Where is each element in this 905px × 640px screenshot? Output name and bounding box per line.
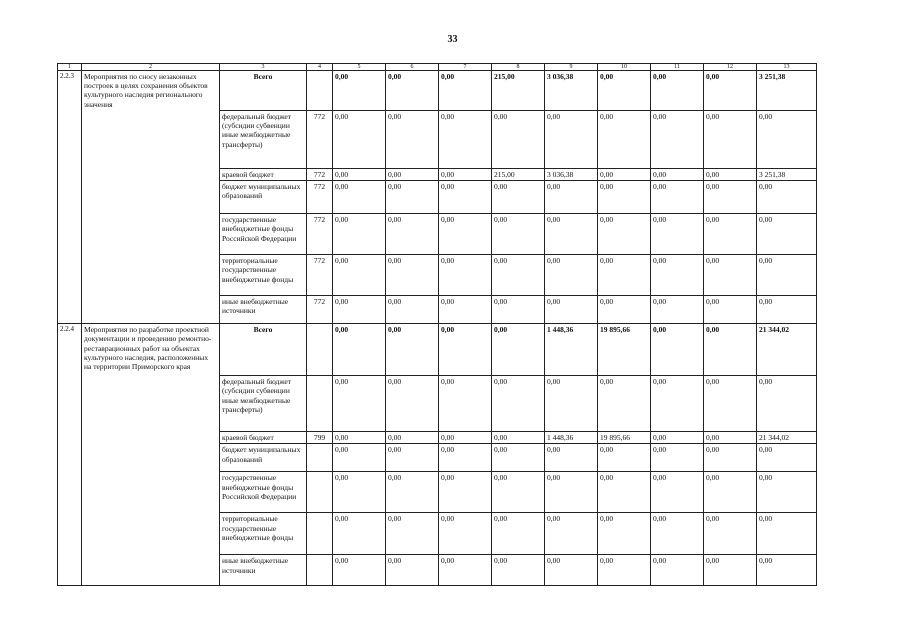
amount-cell: 0,00 xyxy=(439,71,492,111)
amount-cell: 19 895,66 xyxy=(598,324,651,376)
amount-cell: 0,00 xyxy=(333,324,386,376)
amount-cell: 0,00 xyxy=(598,111,651,169)
budget-table xyxy=(57,63,817,586)
amount-cell: 0,00 xyxy=(704,513,757,555)
amount-cell: 0,00 xyxy=(757,444,817,472)
amount-cell: 0,00 xyxy=(439,214,492,255)
amount-cell: 0,00 xyxy=(704,214,757,255)
amount-cell: 0,00 xyxy=(439,255,492,296)
budget-code xyxy=(307,513,333,555)
amount-cell: 0,00 xyxy=(757,214,817,255)
column-number: 13 xyxy=(757,64,817,71)
amount-cell: 0,00 xyxy=(386,432,439,444)
amount-cell: 0,00 xyxy=(333,214,386,255)
amount-cell: 0,00 xyxy=(386,71,439,111)
funding-source: бюджет муниципальных образований xyxy=(220,444,307,472)
amount-cell: 0,00 xyxy=(333,71,386,111)
amount-cell: 0,00 xyxy=(492,444,545,472)
amount-cell: 0,00 xyxy=(651,296,704,324)
amount-cell: 0,00 xyxy=(333,111,386,169)
funding-source: иные внебюджетные источники xyxy=(220,555,307,586)
amount-cell: 0,00 xyxy=(439,324,492,376)
activity-title: Мероприятия по разработке проектной документации и проведению ремонтно-реставрационных работ на объектах культурного наследия, расположенных на территории Приморского края xyxy=(82,324,220,586)
amount-cell: 0,00 xyxy=(333,555,386,586)
amount-cell: 0,00 xyxy=(492,472,545,513)
amount-cell: 0,00 xyxy=(333,255,386,296)
amount-cell: 0,00 xyxy=(386,444,439,472)
amount-cell: 0,00 xyxy=(545,555,598,586)
amount-cell: 0,00 xyxy=(386,324,439,376)
amount-cell: 0,00 xyxy=(333,296,386,324)
amount-cell: 0,00 xyxy=(545,214,598,255)
amount-cell: 0,00 xyxy=(439,169,492,181)
amount-cell: 0,00 xyxy=(386,296,439,324)
column-number: 5 xyxy=(333,64,386,71)
activity-code: 2.2.4 xyxy=(58,324,82,586)
amount-cell: 0,00 xyxy=(492,214,545,255)
amount-cell: 0,00 xyxy=(386,214,439,255)
amount-cell: 0,00 xyxy=(492,181,545,214)
amount-cell: 0,00 xyxy=(704,376,757,432)
amount-cell: 21 344,02 xyxy=(757,324,817,376)
budget-code: 799 xyxy=(307,432,333,444)
amount-cell: 215,00 xyxy=(492,169,545,181)
amount-cell: 21 344,02 xyxy=(757,432,817,444)
column-number: 9 xyxy=(545,64,598,71)
amount-cell: 0,00 xyxy=(704,181,757,214)
amount-cell: 0,00 xyxy=(333,169,386,181)
amount-cell: 0,00 xyxy=(386,169,439,181)
page-number: 33 xyxy=(447,34,458,45)
amount-cell: 19 895,66 xyxy=(598,432,651,444)
funding-source: федеральный бюджет (субсидии субвенции иные межбюджетные трансферты) xyxy=(220,376,307,432)
amount-cell: 0,00 xyxy=(704,555,757,586)
budget-code xyxy=(307,472,333,513)
amount-cell: 0,00 xyxy=(439,296,492,324)
amount-cell: 0,00 xyxy=(545,255,598,296)
amount-cell: 0,00 xyxy=(704,432,757,444)
amount-cell: 3 036,38 xyxy=(545,169,598,181)
amount-cell: 0,00 xyxy=(545,376,598,432)
amount-cell: 0,00 xyxy=(757,555,817,586)
amount-cell: 0,00 xyxy=(598,296,651,324)
amount-cell: 0,00 xyxy=(704,255,757,296)
budget-code: 772 xyxy=(307,181,333,214)
amount-cell: 0,00 xyxy=(598,214,651,255)
amount-cell: 0,00 xyxy=(598,376,651,432)
amount-cell: 0,00 xyxy=(492,513,545,555)
budget-code xyxy=(307,71,333,111)
amount-cell: 0,00 xyxy=(333,444,386,472)
amount-cell: 0,00 xyxy=(757,513,817,555)
amount-cell: 0,00 xyxy=(439,111,492,169)
amount-cell: 0,00 xyxy=(492,432,545,444)
amount-cell: 0,00 xyxy=(545,296,598,324)
amount-cell: 0,00 xyxy=(492,376,545,432)
column-number: 3 xyxy=(220,64,307,71)
amount-cell: 0,00 xyxy=(651,181,704,214)
amount-cell: 0,00 xyxy=(757,376,817,432)
activity-title: Мероприятия по сносу незаконных построек в целях сохранения объектов культурного наследия регионального значения xyxy=(82,71,220,324)
column-number: 11 xyxy=(651,64,704,71)
amount-cell: 0,00 xyxy=(598,255,651,296)
amount-cell: 0,00 xyxy=(651,255,704,296)
column-number-row xyxy=(58,64,817,71)
funding-source: государственные внебюджетные фонды Российской Федерации xyxy=(220,472,307,513)
amount-cell: 0,00 xyxy=(439,513,492,555)
amount-cell: 0,00 xyxy=(439,181,492,214)
amount-cell: 0,00 xyxy=(757,111,817,169)
amount-cell: 0,00 xyxy=(651,555,704,586)
column-number: 4 xyxy=(307,64,333,71)
amount-cell: 0,00 xyxy=(651,214,704,255)
amount-cell: 0,00 xyxy=(333,432,386,444)
activity-code: 2.2.3 xyxy=(58,71,82,324)
amount-cell: 0,00 xyxy=(439,555,492,586)
amount-cell: 0,00 xyxy=(651,376,704,432)
amount-cell: 0,00 xyxy=(598,444,651,472)
funding-source: государственные внебюджетные фонды Российской Федерации xyxy=(220,214,307,255)
amount-cell: 3 036,38 xyxy=(545,71,598,111)
budget-code xyxy=(307,555,333,586)
amount-cell: 0,00 xyxy=(651,432,704,444)
total-row xyxy=(58,71,817,111)
amount-cell: 0,00 xyxy=(757,181,817,214)
amount-cell: 0,00 xyxy=(492,555,545,586)
amount-cell: 0,00 xyxy=(386,472,439,513)
amount-cell: 0,00 xyxy=(439,444,492,472)
amount-cell: 0,00 xyxy=(386,513,439,555)
amount-cell: 0,00 xyxy=(545,111,598,169)
amount-cell: 0,00 xyxy=(651,513,704,555)
funding-source: краевой бюджет xyxy=(220,169,307,181)
amount-cell: 0,00 xyxy=(386,255,439,296)
amount-cell: 0,00 xyxy=(704,472,757,513)
amount-cell: 1 448,36 xyxy=(545,432,598,444)
amount-cell: 0,00 xyxy=(386,555,439,586)
column-number: 6 xyxy=(386,64,439,71)
amount-cell: 0,00 xyxy=(651,71,704,111)
amount-cell: 0,00 xyxy=(492,255,545,296)
funding-source: Всего xyxy=(220,324,307,376)
amount-cell: 215,00 xyxy=(492,71,545,111)
amount-cell: 0,00 xyxy=(651,472,704,513)
amount-cell: 0,00 xyxy=(545,472,598,513)
amount-cell: 0,00 xyxy=(598,71,651,111)
budget-code: 772 xyxy=(307,111,333,169)
amount-cell: 3 251,38 xyxy=(757,169,817,181)
amount-cell: 0,00 xyxy=(492,111,545,169)
amount-cell: 0,00 xyxy=(439,376,492,432)
amount-cell: 0,00 xyxy=(704,71,757,111)
funding-source: территориальные государственные внебюджетные фонды xyxy=(220,513,307,555)
funding-source: краевой бюджет xyxy=(220,432,307,444)
amount-cell: 0,00 xyxy=(492,324,545,376)
amount-cell: 0,00 xyxy=(704,444,757,472)
amount-cell: 0,00 xyxy=(757,296,817,324)
amount-cell: 0,00 xyxy=(598,472,651,513)
budget-code: 772 xyxy=(307,296,333,324)
funding-source: федеральный бюджет (субсидии субвенции иные межбюджетные трансферты) xyxy=(220,111,307,169)
amount-cell: 0,00 xyxy=(651,444,704,472)
funding-source: иные внебюджетные источники xyxy=(220,296,307,324)
amount-cell: 1 448,36 xyxy=(545,324,598,376)
amount-cell: 0,00 xyxy=(333,181,386,214)
amount-cell: 0,00 xyxy=(757,255,817,296)
amount-cell: 0,00 xyxy=(545,513,598,555)
amount-cell: 0,00 xyxy=(651,169,704,181)
amount-cell: 0,00 xyxy=(545,444,598,472)
amount-cell: 0,00 xyxy=(492,296,545,324)
budget-code: 772 xyxy=(307,214,333,255)
amount-cell: 0,00 xyxy=(598,169,651,181)
amount-cell: 0,00 xyxy=(598,555,651,586)
amount-cell: 0,00 xyxy=(386,376,439,432)
budget-code xyxy=(307,324,333,376)
amount-cell: 0,00 xyxy=(598,181,651,214)
funding-source: бюджет муниципальных образований xyxy=(220,181,307,214)
amount-cell: 0,00 xyxy=(386,181,439,214)
amount-cell: 0,00 xyxy=(704,169,757,181)
column-number: 10 xyxy=(598,64,651,71)
amount-cell: 0,00 xyxy=(757,472,817,513)
amount-cell: 0,00 xyxy=(439,432,492,444)
amount-cell: 0,00 xyxy=(598,513,651,555)
column-number: 7 xyxy=(439,64,492,71)
budget-code: 772 xyxy=(307,255,333,296)
column-number: 12 xyxy=(704,64,757,71)
budget-code xyxy=(307,376,333,432)
amount-cell: 0,00 xyxy=(704,296,757,324)
amount-cell: 0,00 xyxy=(333,513,386,555)
funding-source: территориальные государственные внебюджетные фонды xyxy=(220,255,307,296)
column-number: 8 xyxy=(492,64,545,71)
budget-code: 772 xyxy=(307,169,333,181)
amount-cell: 0,00 xyxy=(704,324,757,376)
amount-cell: 0,00 xyxy=(651,324,704,376)
amount-cell: 3 251,38 xyxy=(757,71,817,111)
column-number: 1 xyxy=(58,64,82,71)
amount-cell: 0,00 xyxy=(651,111,704,169)
amount-cell: 0,00 xyxy=(333,472,386,513)
amount-cell: 0,00 xyxy=(704,111,757,169)
amount-cell: 0,00 xyxy=(333,376,386,432)
amount-cell: 0,00 xyxy=(439,472,492,513)
amount-cell: 0,00 xyxy=(386,111,439,169)
column-number: 2 xyxy=(82,64,220,71)
funding-source: Всего xyxy=(220,71,307,111)
total-row xyxy=(58,324,817,376)
budget-code xyxy=(307,444,333,472)
amount-cell: 0,00 xyxy=(545,181,598,214)
